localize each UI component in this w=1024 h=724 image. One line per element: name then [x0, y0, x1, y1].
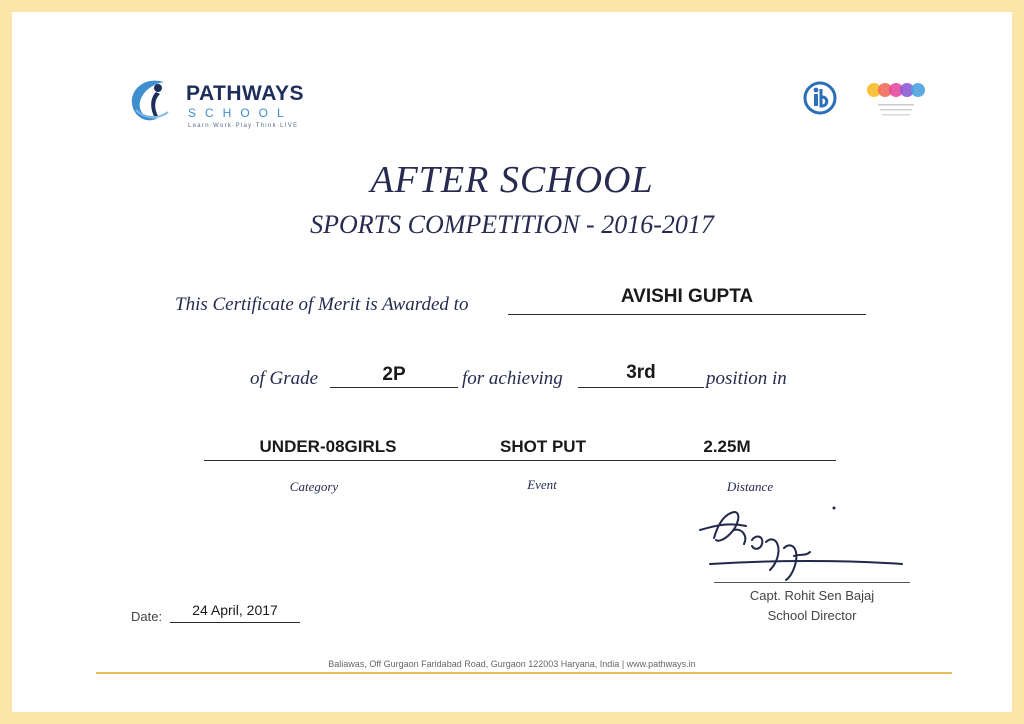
distance-value: 2.25M: [703, 437, 751, 456]
logo-subtitle: SCHOOL: [188, 106, 293, 120]
partner-logo-icon: [864, 80, 928, 126]
date-label: Date:: [131, 609, 163, 624]
director-signature-icon: [694, 500, 906, 582]
grade-label: of Grade: [250, 368, 319, 389]
logo-name: PATHWAYS: [186, 82, 304, 105]
signatory-name: Capt. Rohit Sen Bajaj: [749, 588, 875, 603]
ib-logo-icon: [802, 80, 838, 116]
position-label: position in: [706, 368, 787, 389]
grade-value: 2P: [382, 364, 406, 385]
certificate-subtitle: SPORTS COMPETITION - 2016-2017: [310, 210, 714, 239]
date-value: 24 April, 2017: [192, 602, 278, 618]
distance-caption: Distance: [726, 479, 774, 494]
event-value: SHOT PUT: [500, 437, 586, 456]
event-caption: Event: [527, 477, 557, 492]
footer-gold-rule: [96, 672, 952, 674]
footer-address: Baliawas, Off Gurgaon Faridabad Road, Gurgaon 122003 Haryana, India | www.pathways.in: [328, 659, 696, 669]
achieving-label: for achieving: [462, 368, 563, 389]
pathways-emblem-icon: [124, 74, 186, 132]
category-caption: Category: [289, 479, 339, 494]
recipient-name: AVISHI GUPTA: [620, 286, 754, 307]
position-value: 3rd: [626, 362, 656, 383]
pathways-logo: [124, 70, 364, 140]
logo-tagline: Learn·Work·Play·Think·LIVE: [188, 123, 299, 129]
certificate-title: AFTER SCHOOL: [370, 159, 654, 201]
certificate-page: [12, 12, 1012, 712]
signatory-title: School Director: [767, 608, 857, 623]
awarded-label: This Certificate of Merit is Awarded to: [175, 294, 469, 315]
signature-line: [714, 582, 910, 583]
category-value: UNDER-08GIRLS: [259, 437, 397, 456]
